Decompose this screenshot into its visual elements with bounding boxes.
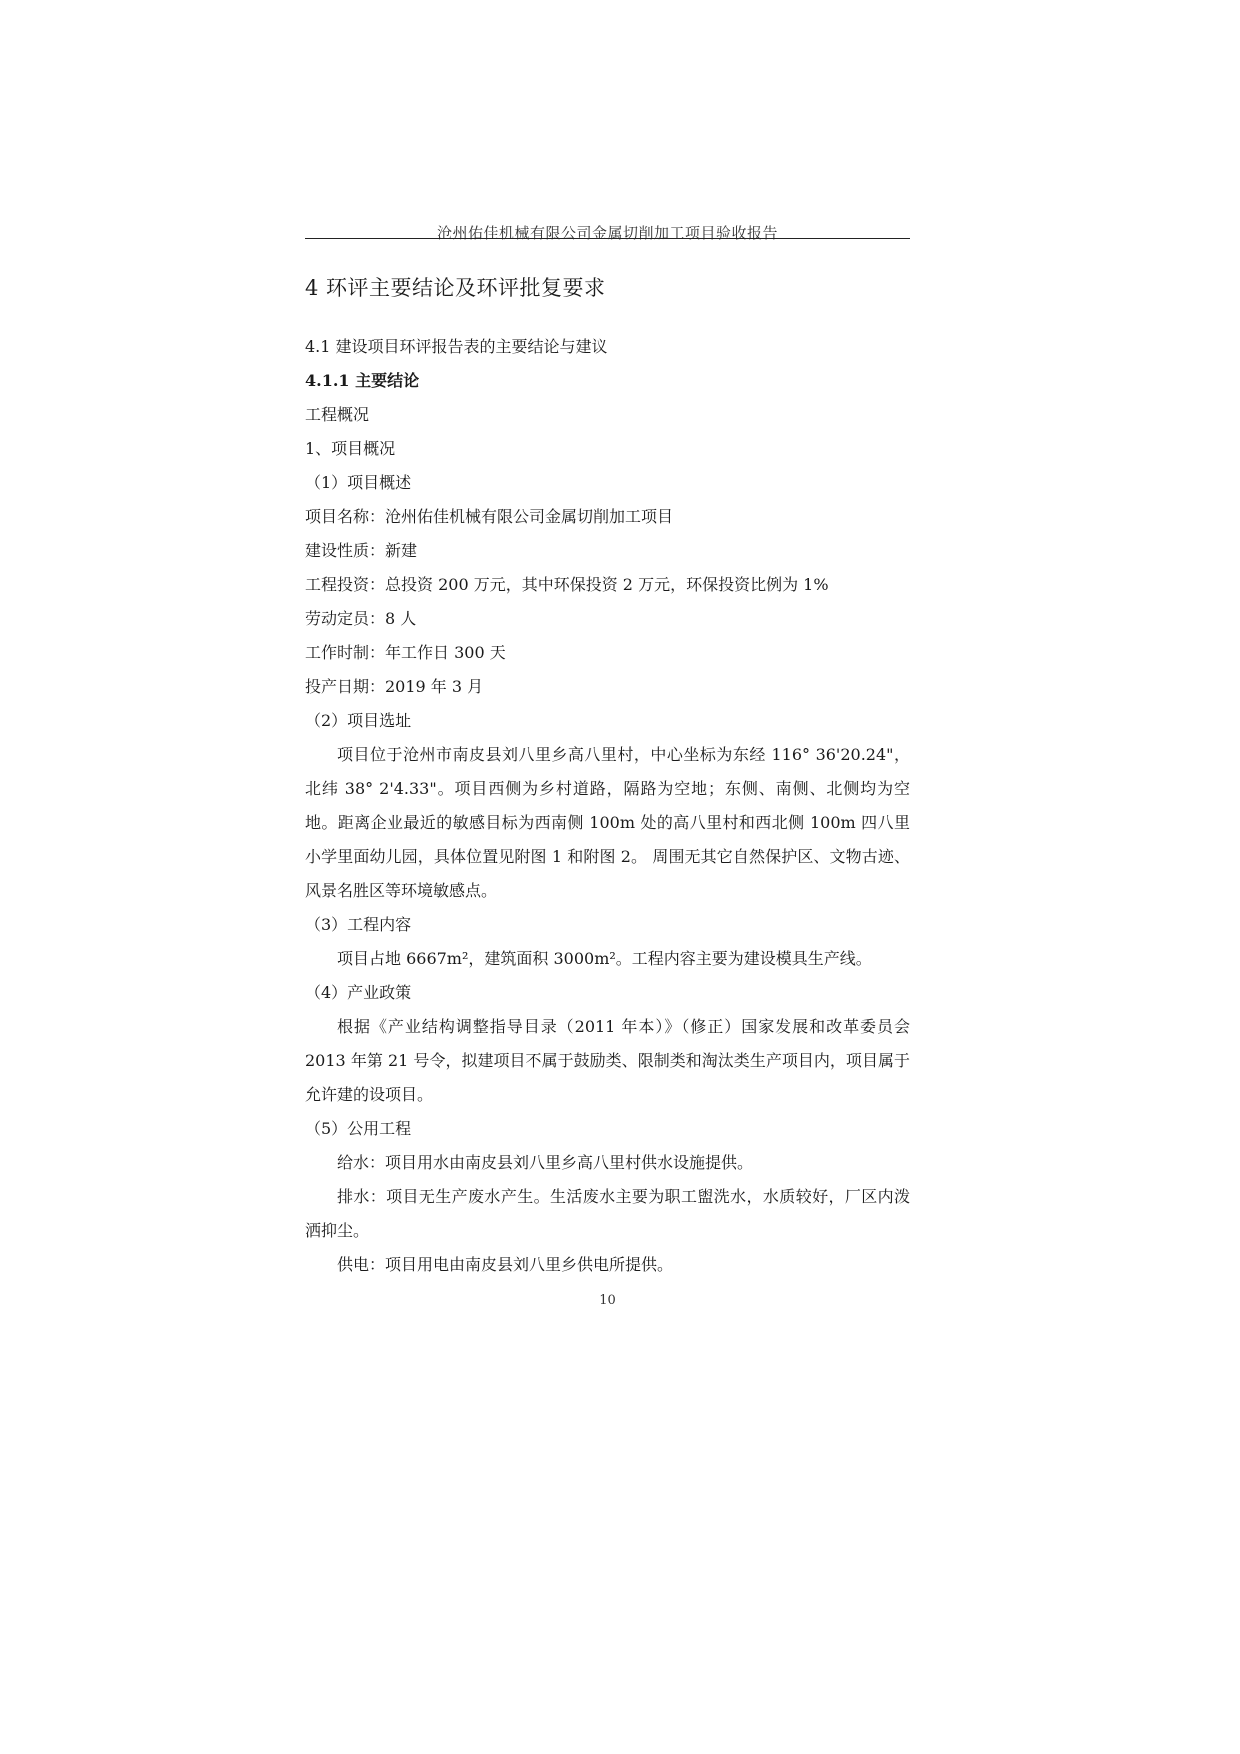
- power-paragraph: 供电：项目用电由南皮县刘八里乡供电所提供。: [337, 1255, 674, 1274]
- subsection-heading: 4.1.1 主要结论: [305, 371, 420, 390]
- field-staffing: 劳动定员：8 人: [305, 609, 417, 628]
- subitem-heading: （4）产业政策: [305, 983, 412, 1002]
- subitem-heading: （5）公用工程: [305, 1119, 412, 1138]
- policy-paragraph: 根据《产业结构调整指导目录（2011 年本）》（修正）国家发展和改革委员会 2013 年第 21 号令，拟建项目不属于鼓励类、限制类和淘汰类生产项目内，项目属于允许建的设项目。: [305, 1017, 910, 1104]
- location-paragraph: 项目位于沧州市南皮县刘八里乡高八里村，中心坐标为东经 116° 36'20.24"，北纬 38° 2'4.33"。项目西侧为乡村道路，隔路为空地；东侧、南侧、北侧均为空地。距离企业最近的敏感目标为西南侧 100m 处的高八里村和西北侧 100m 四八里小学里面幼儿园，具体位置见附图 1 和附图 2。 周围无其它自然保护区、文物古迹、风景名胜区等环境敏感点。: [305, 745, 910, 900]
- section-heading: 4.1 建设项目环评报告表的主要结论与建议: [305, 337, 608, 356]
- chapter-title: 4 环评主要结论及环评批复要求: [305, 276, 606, 300]
- header-rule: [305, 238, 910, 239]
- water-supply-paragraph: 给水：项目用水由南皮县刘八里乡高八里村供水设施提供。: [337, 1153, 754, 1172]
- content-paragraph: 项目占地 6667m²，建筑面积 3000m²。工程内容主要为建设模具生产线。: [337, 949, 872, 968]
- page-number: 10: [599, 1293, 616, 1308]
- item-heading: 1、项目概况: [305, 439, 396, 458]
- field-work-schedule: 工作时制：年工作日 300 天: [305, 643, 506, 662]
- subitem-heading: （3）工程内容: [305, 915, 412, 934]
- field-investment: 工程投资：总投资 200 万元，其中环保投资 2 万元，环保投资比例为 1%: [305, 575, 829, 594]
- field-construction-type: 建设性质：新建: [305, 541, 418, 560]
- page-body: [305, 272, 910, 1282]
- subitem-heading: （1）项目概述: [305, 473, 412, 492]
- subitem-heading: （2）项目选址: [305, 711, 412, 730]
- overview-heading: 工程概况: [305, 405, 370, 424]
- field-project-name: 项目名称：沧州佑佳机械有限公司金属切削加工项目: [305, 507, 674, 526]
- drainage-paragraph: 排水：项目无生产废水产生。生活废水主要为职工盥洗水，水质较好，厂区内泼洒抑尘。: [305, 1187, 910, 1240]
- running-header: 沧州佑佳机械有限公司金属切削加工项目验收报告: [436, 224, 778, 242]
- field-production-date: 投产日期：2019 年 3 月: [305, 677, 484, 696]
